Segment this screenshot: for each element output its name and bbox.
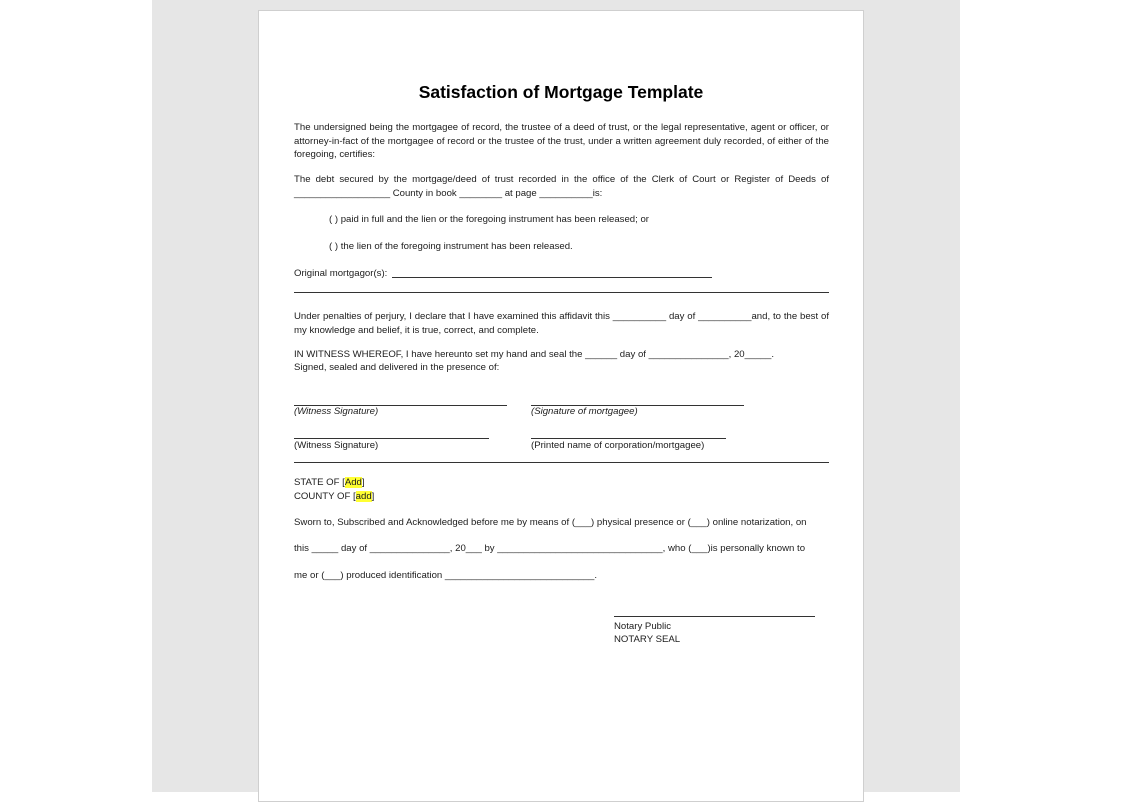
mortgagee-signature-label: (Signature of mortgagee) bbox=[531, 406, 638, 417]
sworn-line-3: me or (___) produced identification ____________________________. bbox=[294, 570, 597, 581]
state-placeholder: Add bbox=[344, 477, 362, 488]
document-title: Satisfaction of Mortgage Template bbox=[418, 82, 704, 102]
state-label: STATE OF [ bbox=[294, 477, 345, 488]
county-placeholder: add bbox=[355, 491, 372, 502]
state-of-line bbox=[294, 476, 365, 490]
notary-public-label: Notary Public bbox=[614, 621, 672, 632]
sworn-line-1: Sworn to, Subscribed and Acknowledged before me by means of (___) physical presence or (___) online notarization, on bbox=[294, 517, 807, 528]
intro-paragraph: The undersigned being the mortgagee of record, the trustee of a deed of trust, or the legal representative, agent or officer, or attorney-in-fact of the mortgagee of record or the trustee of the trust, under a written agreement duly recorded, of either of the foregoing, certifies: bbox=[294, 122, 829, 160]
debt-paragraph-line2: __________________ County in book ________ at page __________is: bbox=[294, 188, 603, 199]
original-mortgagor-label: Original mortgagor(s): bbox=[294, 268, 388, 279]
county-bracket-close: ] bbox=[371, 491, 375, 502]
county-label: COUNTY OF [ bbox=[294, 491, 356, 502]
sworn-line-2: this _____ day of _______________, 20___ by _______________________________, who (___)is personally known to bbox=[294, 543, 806, 554]
option-lien-released: ( ) the lien of the foregoing instrument has been released. bbox=[329, 241, 573, 252]
county-of-line bbox=[294, 490, 374, 504]
notary-seal-label: NOTARY SEAL bbox=[614, 634, 681, 645]
section-divider-1 bbox=[294, 292, 829, 293]
section-divider-2 bbox=[294, 462, 829, 463]
document-page bbox=[258, 10, 864, 802]
signed-sealed-line: Signed, sealed and delivered in the presence of: bbox=[294, 362, 500, 373]
witness-signature-label-2: (Witness Signature) bbox=[294, 440, 379, 451]
notary-signature-line bbox=[614, 616, 815, 617]
witness-signature-label-1: (Witness Signature) bbox=[294, 406, 379, 417]
witness-whereof-line: IN WITNESS WHEREOF, I have hereunto set my hand and seal the ______ day of _______________, 20_____. bbox=[294, 349, 774, 360]
printed-name-label: (Printed name of corporation/mortgagee) bbox=[531, 440, 705, 451]
state-bracket-close: ] bbox=[361, 477, 365, 488]
original-mortgagor-line bbox=[392, 277, 712, 278]
debt-paragraph-line1: The debt secured by the mortgage/deed of trust recorded in the office of the Clerk of Court or Register of Deeds of bbox=[294, 174, 829, 185]
perjury-paragraph: Under penalties of perjury, I declare that I have examined this affidavit this __________ day of __________and, to the best of my knowledge and belief, it is true, correct, and complete. bbox=[294, 311, 829, 336]
option-paid-in-full: ( ) paid in full and the lien or the foregoing instrument has been released; or bbox=[329, 214, 649, 225]
